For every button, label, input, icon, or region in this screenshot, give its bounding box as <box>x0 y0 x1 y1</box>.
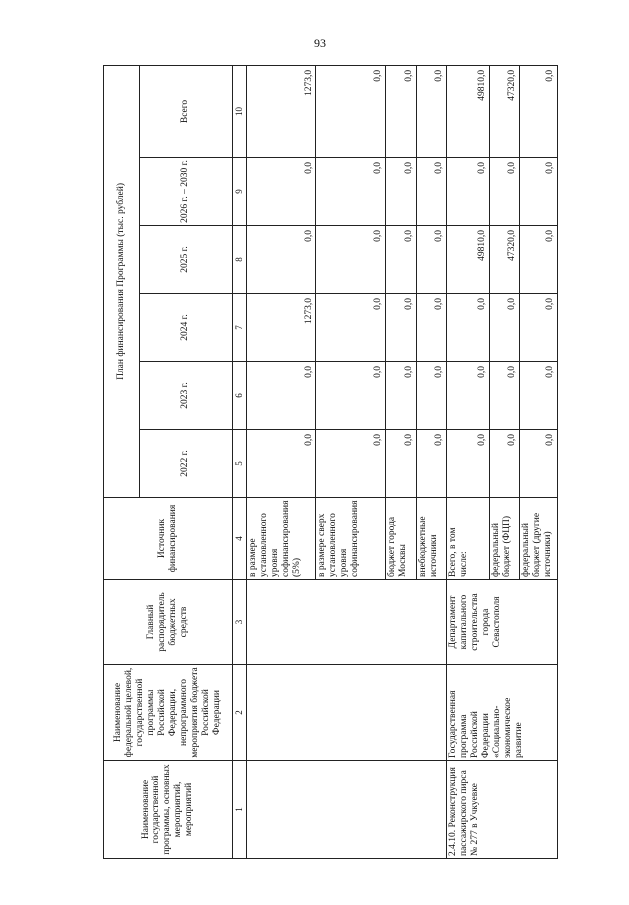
value-cell: 0,0 <box>386 65 417 157</box>
value-cell: 0,0 <box>416 362 447 430</box>
header-year: 2022 г. <box>139 430 232 498</box>
funding-source-cell: федеральный бюджет (другие источники) <box>520 498 558 580</box>
column-number: 10 <box>232 65 246 157</box>
column-number: 4 <box>232 498 246 580</box>
program-cell <box>246 665 447 761</box>
measure-cell: 2.4.10. Реконструкция пассажирского пирса № 277 в Учкуевке <box>447 761 558 859</box>
value-cell: 0,0 <box>447 430 489 498</box>
value-cell: 0,0 <box>316 362 386 430</box>
financing-table-rotated <box>103 66 558 859</box>
value-cell: 0,0 <box>489 362 520 430</box>
column-number: 1 <box>232 761 246 859</box>
value-cell: 0,0 <box>520 294 558 362</box>
header-budget-manager: Главный распорядитель бюджетных средств <box>104 580 233 665</box>
table-row <box>246 65 316 858</box>
column-number: 2 <box>232 665 246 761</box>
value-cell: 0,0 <box>386 430 417 498</box>
value-cell: 0,0 <box>416 294 447 362</box>
value-cell: 0,0 <box>386 294 417 362</box>
column-number: 3 <box>232 580 246 665</box>
funding-source-cell: внебюджетные источники <box>416 498 447 580</box>
value-cell: 0,0 <box>416 430 447 498</box>
value-cell: 0,0 <box>520 430 558 498</box>
measure-cell <box>246 761 447 859</box>
header-year: 2026 г. – 2030 г. <box>139 158 232 226</box>
value-cell: 0,0 <box>386 158 417 226</box>
value-cell: 0,0 <box>386 362 417 430</box>
value-cell: 1273,0 <box>246 294 316 362</box>
value-cell: 0,0 <box>520 65 558 157</box>
value-cell: 0,0 <box>246 362 316 430</box>
value-cell: 0,0 <box>447 294 489 362</box>
value-cell: 0,0 <box>246 226 316 294</box>
value-cell: 0,0 <box>316 158 386 226</box>
value-cell: 0,0 <box>246 430 316 498</box>
value-cell: 0,0 <box>447 362 489 430</box>
value-cell: 0,0 <box>416 226 447 294</box>
program-cell: Государственная программа Российской Федерации «Социально-экономическое развитие <box>447 665 558 761</box>
value-cell: 0,0 <box>447 158 489 226</box>
column-number: 9 <box>232 158 246 226</box>
funding-source-cell: федеральный бюджет (ФЦП) <box>489 498 520 580</box>
funding-source-cell: в размере сверх установленного уровня софинансирования <box>316 498 386 580</box>
funding-source-cell: бюджет города Москвы <box>386 498 417 580</box>
value-cell: 0,0 <box>520 158 558 226</box>
header-financing-plan: План финансирования Программы (тыс. рублей) <box>104 65 140 497</box>
value-cell: 0,0 <box>520 226 558 294</box>
value-cell: 0,0 <box>416 65 447 157</box>
page-number: 93 <box>314 36 326 50</box>
column-number: 6 <box>232 362 246 430</box>
value-cell: 0,0 <box>489 430 520 498</box>
header-total: Всего <box>139 65 232 157</box>
value-cell: 0,0 <box>316 226 386 294</box>
header-funding-source: Источник финансирования <box>104 498 233 580</box>
column-number: 8 <box>232 226 246 294</box>
value-cell: 0,0 <box>416 158 447 226</box>
column-number: 5 <box>232 430 246 498</box>
header-year: 2024 г. <box>139 294 232 362</box>
value-cell: 47320,0 <box>489 65 520 157</box>
funding-source-cell: в размере установленного уровня софинансирования (5%) <box>246 498 316 580</box>
value-cell: 1273,0 <box>246 65 316 157</box>
value-cell: 49810,0 <box>447 226 489 294</box>
table-row <box>447 65 489 858</box>
value-cell: 0,0 <box>316 430 386 498</box>
value-cell: 49810,0 <box>447 65 489 157</box>
funding-source-cell: Всего, в том числе: <box>447 498 489 580</box>
value-cell: 0,0 <box>316 294 386 362</box>
manager-cell: Департамент капитального строительства города Севастополя <box>447 580 558 665</box>
value-cell: 0,0 <box>489 158 520 226</box>
column-number: 7 <box>232 294 246 362</box>
value-cell: 0,0 <box>386 226 417 294</box>
header-federal-program: Наименование федеральной целевой, государственной программы Российской Федерации, непрограммного мероприятия бюджета Российской Федерации <box>104 665 233 761</box>
financing-table <box>103 65 558 859</box>
header-year: 2025 г. <box>139 226 232 294</box>
value-cell: 0,0 <box>316 65 386 157</box>
header-measures: Наименование государственной программы, основных мероприятий, мероприятий <box>104 761 233 859</box>
value-cell: 0,0 <box>246 158 316 226</box>
header-year: 2023 г. <box>139 362 232 430</box>
manager-cell <box>246 580 447 665</box>
value-cell: 47320,0 <box>489 226 520 294</box>
value-cell: 0,0 <box>489 294 520 362</box>
value-cell: 0,0 <box>520 362 558 430</box>
